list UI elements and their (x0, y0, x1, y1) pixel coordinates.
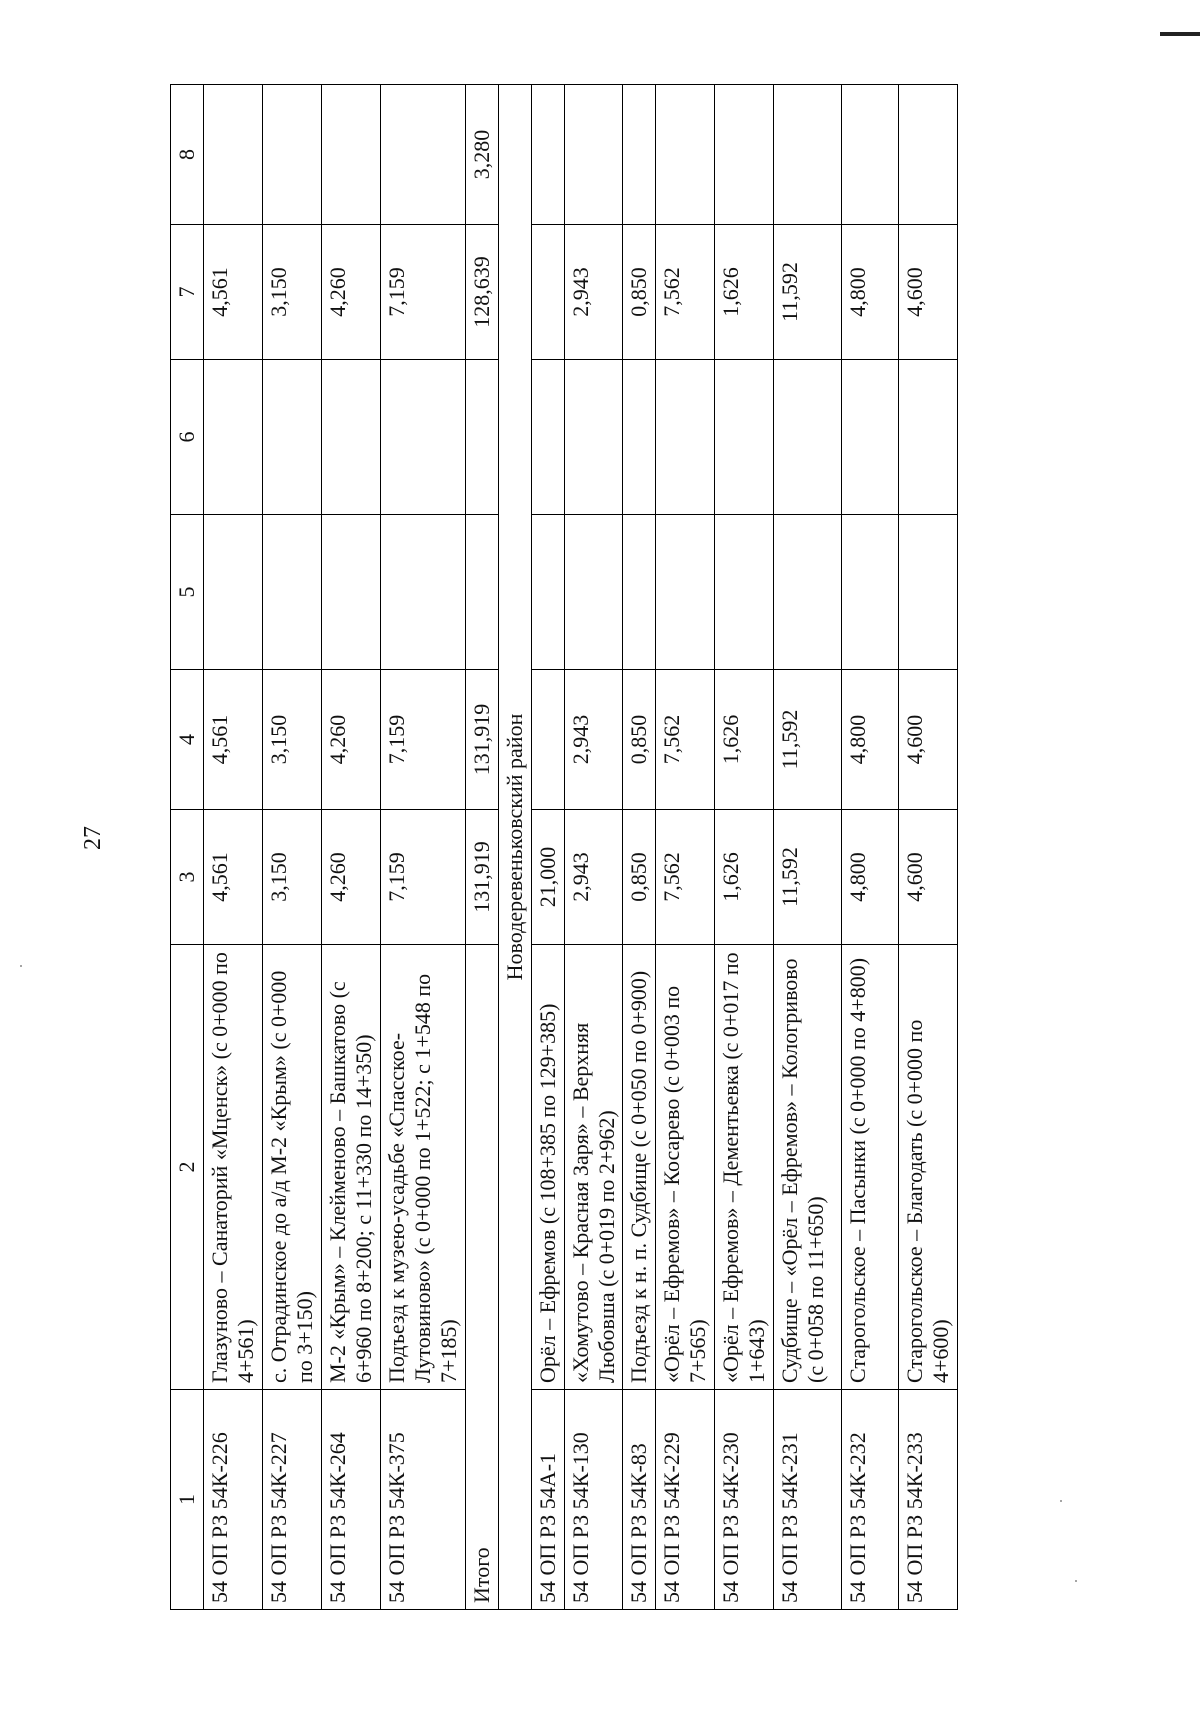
value-c4: 4,600 (899, 670, 958, 810)
value-c8 (774, 85, 842, 225)
value-c4: 0,850 (623, 670, 656, 810)
value-c6 (715, 360, 774, 515)
value-c8 (623, 85, 656, 225)
value-c4: 4,260 (321, 670, 380, 810)
value-c8 (380, 85, 465, 225)
value-c7: 0,850 (623, 225, 656, 360)
table-row (774, 85, 842, 1610)
value-c7: 11,592 (774, 225, 842, 360)
road-code: 54 ОП РЗ 54К-232 (842, 1390, 899, 1610)
value-c8 (321, 85, 380, 225)
value-c3: 3,150 (262, 810, 321, 945)
road-code: 54 ОП РЗ 54К-375 (380, 1390, 465, 1610)
road-name: М-2 «Крым» – Клейменово – Башкатово (с 6+960 по 8+200; с 11+330 по 14+350) (321, 945, 380, 1390)
value-c5 (715, 515, 774, 670)
value-c5 (774, 515, 842, 670)
road-name: «Орёл – Ефремов» – Дементьевка (с 0+017 по 1+643) (715, 945, 774, 1390)
road-code: 54 ОП РЗ 54К-227 (262, 1390, 321, 1610)
total-label: Итого (465, 945, 498, 1610)
scan-speck (1075, 1580, 1077, 1582)
value-c6 (842, 360, 899, 515)
table-row (204, 85, 263, 1610)
total-row (465, 85, 498, 1610)
road-code: 54 ОП РЗ 54А-1 (531, 1390, 564, 1610)
value-c3: 4,561 (204, 810, 263, 945)
value-c4: 4,561 (204, 670, 263, 810)
value-c8 (262, 85, 321, 225)
value-c6 (531, 360, 564, 515)
district-heading: Новодеревеньковский район (498, 85, 531, 1610)
value-c4 (531, 670, 564, 810)
header-cell: 7 (171, 225, 204, 360)
table-row (564, 85, 623, 1610)
value-c8 (531, 85, 564, 225)
value-c8 (899, 85, 958, 225)
value-c7: 4,800 (842, 225, 899, 360)
value-c6 (899, 360, 958, 515)
road-code: 54 ОП РЗ 54К-264 (321, 1390, 380, 1610)
rotated-table-wrapper (170, 85, 958, 1610)
value-c4: 1,626 (715, 670, 774, 810)
road-name: «Орёл – Ефремов» – Косарево (с 0+003 по 7+565) (656, 945, 715, 1390)
value-c5 (842, 515, 899, 670)
table-row (842, 85, 899, 1610)
value-c5 (204, 515, 263, 670)
total-c4: 131,919 (465, 670, 498, 810)
header-cell: 4 (171, 670, 204, 810)
district-row (498, 85, 531, 1610)
value-c3: 4,800 (842, 810, 899, 945)
value-c7: 2,943 (564, 225, 623, 360)
value-c6 (262, 360, 321, 515)
table-row (899, 85, 958, 1610)
road-name: Старогольское – Благодать (с 0+000 по 4+600) (899, 945, 958, 1390)
value-c3: 7,562 (656, 810, 715, 945)
road-code: 54 ОП РЗ 54К-229 (656, 1390, 715, 1610)
value-c4: 7,562 (656, 670, 715, 810)
table-row (380, 85, 465, 1610)
header-cell: 5 (171, 515, 204, 670)
value-c4: 4,800 (842, 670, 899, 810)
value-c6 (774, 360, 842, 515)
value-c7: 4,561 (204, 225, 263, 360)
table-row (623, 85, 656, 1610)
value-c5 (899, 515, 958, 670)
value-c6 (623, 360, 656, 515)
value-c8 (842, 85, 899, 225)
header-cell: 1 (171, 1390, 204, 1610)
value-c3: 7,159 (380, 810, 465, 945)
value-c3: 4,600 (899, 810, 958, 945)
road-code: 54 ОП РЗ 54К-83 (623, 1390, 656, 1610)
value-c8 (564, 85, 623, 225)
total-c8: 3,280 (465, 85, 498, 225)
table-row (321, 85, 380, 1610)
road-name: Орёл – Ефремов (с 108+385 по 129+385) (531, 945, 564, 1390)
value-c4: 11,592 (774, 670, 842, 810)
value-c7 (531, 225, 564, 360)
total-c3: 131,919 (465, 810, 498, 945)
value-c5 (380, 515, 465, 670)
header-cell: 3 (171, 810, 204, 945)
value-c5 (531, 515, 564, 670)
value-c6 (564, 360, 623, 515)
value-c8 (715, 85, 774, 225)
value-c5 (262, 515, 321, 670)
table-row (531, 85, 564, 1610)
value-c4: 3,150 (262, 670, 321, 810)
value-c5 (564, 515, 623, 670)
value-c7: 1,626 (715, 225, 774, 360)
value-c3: 0,850 (623, 810, 656, 945)
scan-speck (20, 965, 22, 967)
road-name: Подъезд к н. п. Судбище (с 0+050 по 0+900) (623, 945, 656, 1390)
value-c3: 11,592 (774, 810, 842, 945)
scan-speck (1060, 1500, 1062, 1502)
value-c7: 4,600 (899, 225, 958, 360)
value-c5 (623, 515, 656, 670)
header-cell: 2 (171, 945, 204, 1390)
total-c6 (465, 360, 498, 515)
page-number: 27 (80, 826, 106, 850)
table-row (656, 85, 715, 1610)
value-c6 (656, 360, 715, 515)
road-name: Подъезд к музею-усадьбе «Спасское-Лутовиново» (с 0+000 по 1+522; с 1+548 по 7+185) (380, 945, 465, 1390)
value-c4: 7,159 (380, 670, 465, 810)
value-c7: 7,562 (656, 225, 715, 360)
table-body (171, 85, 958, 1610)
scan-edge-mark (1160, 0, 1200, 36)
road-name: Старогольское – Пасынки (с 0+000 по 4+800) (842, 945, 899, 1390)
road-name: с. Отрадинское до а/д М-2 «Крым» (с 0+000 по 3+150) (262, 945, 321, 1390)
road-code: 54 ОП РЗ 54К-233 (899, 1390, 958, 1610)
value-c7: 4,260 (321, 225, 380, 360)
table-row (715, 85, 774, 1610)
value-c3: 2,943 (564, 810, 623, 945)
value-c3: 4,260 (321, 810, 380, 945)
road-name: «Хомутово – Красная Заря» – Верхняя Любовша (с 0+019 по 2+962) (564, 945, 623, 1390)
road-code: 54 ОП РЗ 54К-231 (774, 1390, 842, 1610)
road-name: Глазуново – Санаторий «Мценск» (с 0+000 по 4+561) (204, 945, 263, 1390)
value-c8 (204, 85, 263, 225)
header-cell: 6 (171, 360, 204, 515)
road-name: Судбище – «Орёл – Ефремов» – Кологривово (с 0+058 по 11+650) (774, 945, 842, 1390)
value-c4: 2,943 (564, 670, 623, 810)
road-code: 54 ОП РЗ 54К-226 (204, 1390, 263, 1610)
value-c6 (380, 360, 465, 515)
value-c5 (321, 515, 380, 670)
road-code: 54 ОП РЗ 54К-230 (715, 1390, 774, 1610)
total-c7: 128,639 (465, 225, 498, 360)
value-c6 (204, 360, 263, 515)
value-c3: 21,000 (531, 810, 564, 945)
table-row (262, 85, 321, 1610)
roads-table (170, 84, 958, 1610)
total-c5 (465, 515, 498, 670)
value-c7: 3,150 (262, 225, 321, 360)
value-c3: 1,626 (715, 810, 774, 945)
value-c8 (656, 85, 715, 225)
header-row (171, 85, 204, 1610)
header-cell: 8 (171, 85, 204, 225)
value-c6 (321, 360, 380, 515)
value-c5 (656, 515, 715, 670)
road-code: 54 ОП РЗ 54К-130 (564, 1390, 623, 1610)
value-c7: 7,159 (380, 225, 465, 360)
